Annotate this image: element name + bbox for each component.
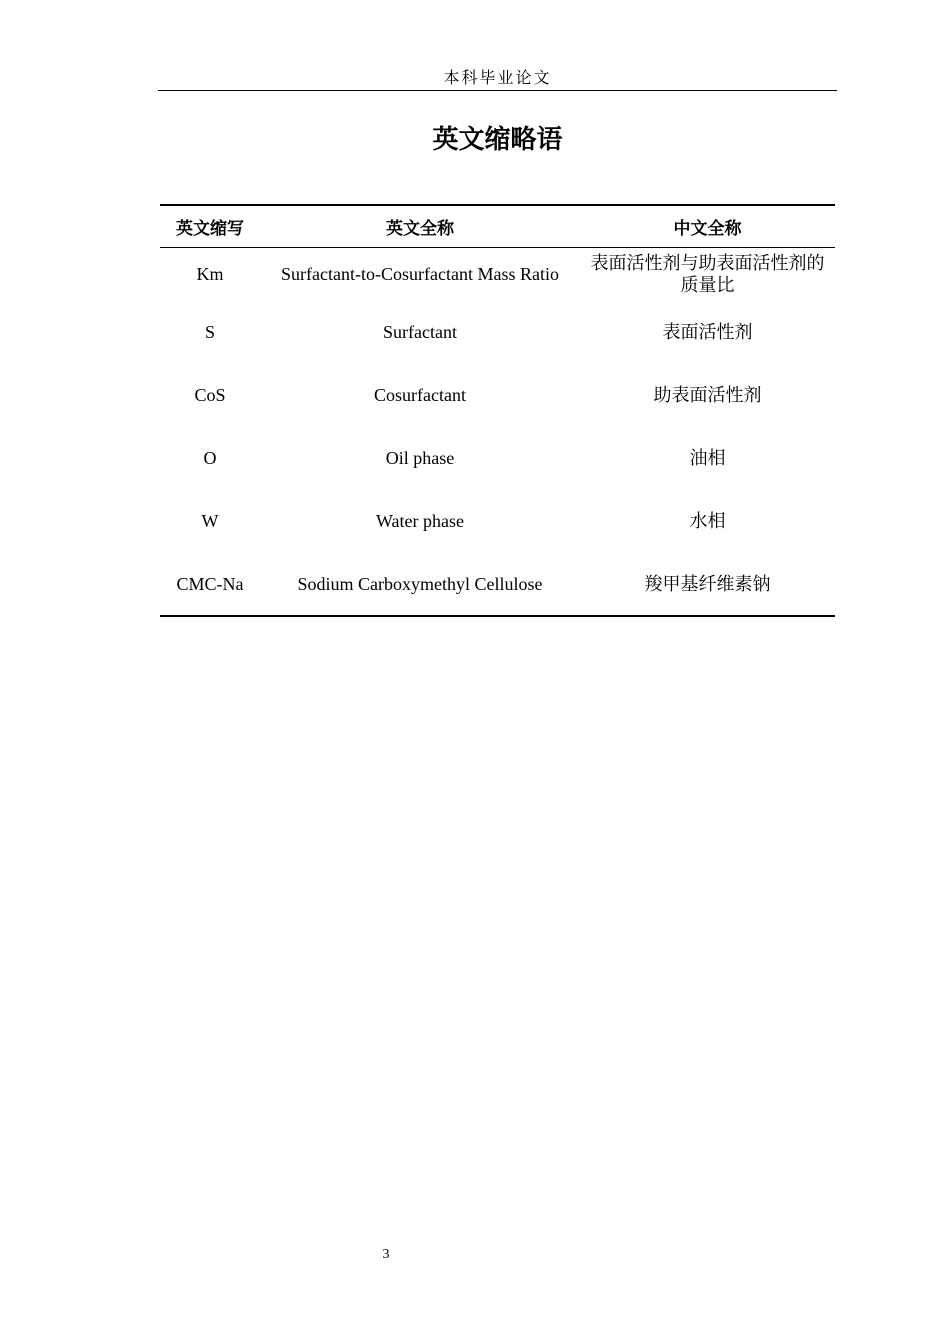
table-row <box>160 363 835 426</box>
abbreviation-cell: O <box>203 447 217 468</box>
abbreviation-cell: Km <box>196 264 224 284</box>
chinese-name-cell: 羧甲基纤维素钠 <box>644 573 771 594</box>
column-header-chinese-full-name: 中文全称 <box>673 219 742 239</box>
table-row <box>160 300 835 363</box>
english-name-cell: Surfactant-to-Cosurfactant Mass Ratio <box>281 264 559 284</box>
table-row <box>160 426 835 489</box>
page-number: 3 <box>382 1247 390 1262</box>
chinese-name-cell: 油相 <box>689 447 726 468</box>
english-name-cell: Cosurfactant <box>374 384 466 405</box>
table-header-row <box>160 205 835 248</box>
english-name-cell: Surfactant <box>383 321 457 342</box>
chinese-name-cell: 水相 <box>689 510 726 531</box>
abbreviation-cell: CoS <box>194 384 226 405</box>
chinese-name-cell: 助表面活性剂 <box>653 384 762 405</box>
abbreviation-cell: S <box>204 321 215 342</box>
abbreviation-table <box>160 204 835 617</box>
abbreviation-cell: W <box>201 510 219 531</box>
table-row <box>160 552 835 616</box>
english-name-cell: Water phase <box>375 510 464 531</box>
chinese-name-cell: 表面活性剂 <box>662 321 753 342</box>
page-title: 英文缩略语 <box>432 125 563 155</box>
english-name-cell: Oil phase <box>385 447 455 468</box>
table-row <box>160 248 835 301</box>
column-header-english-full-name: 英文全称 <box>386 219 454 239</box>
running-header: 本科毕业论文 <box>158 68 837 91</box>
chinese-name-cell: 表面活性剂与助表面活性剂的质量比 <box>590 253 825 295</box>
table-row <box>160 489 835 552</box>
abbreviation-cell: CMC-Na <box>176 573 244 594</box>
english-name-cell: Sodium Carboxymethyl Cellulose <box>297 573 543 594</box>
column-header-abbreviation: 英文缩写 <box>176 219 244 239</box>
